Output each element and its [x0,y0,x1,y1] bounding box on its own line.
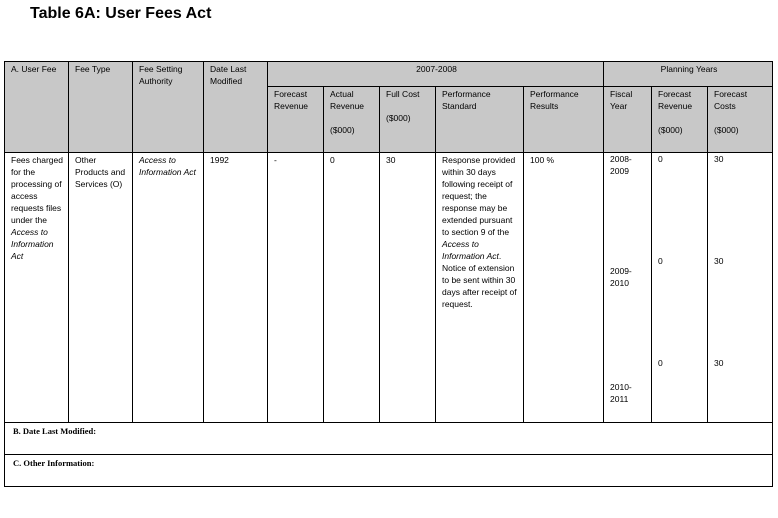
header-row-1 [5,62,773,87]
header-py-forecast-revenue-unit: ($000) [658,125,683,135]
cell-forecast-revenue: - [268,153,324,423]
header-fee-setting-authority: Fee Setting Authority [133,62,204,153]
header-py-forecast-costs-unit: ($000) [714,125,739,135]
fiscal-year-1: 2008-2009 [610,154,632,176]
cell-performance-standard [436,153,524,423]
fiscal-year-2: 2009-2010 [610,266,632,288]
py-forecast-costs-1: 30 [714,154,724,164]
header-group-planning-years: Planning Years [604,62,773,87]
fiscal-year-3: 2010-2011 [610,382,632,404]
header-fee-type: Fee Type [69,62,133,153]
cell-py-forecast-revenue [652,153,708,423]
header-actual-revenue-label: Actual Revenue [330,89,365,111]
py-forecast-revenue-3: 0 [658,358,663,368]
header-py-forecast-revenue [652,87,708,153]
header-user-fee: A. User Fee [5,62,69,153]
header-actual-revenue-unit: ($000) [330,125,355,135]
header-py-forecast-revenue-label: Forecast Revenue [658,89,693,111]
cell-fiscal-years [604,153,652,423]
page-title: Table 6A: User Fees Act [30,5,212,22]
section-b-row [5,423,773,455]
cell-date-modified: 1992 [204,153,268,423]
perf-standard-text-1: Response provided within 30 days following receipt of request; the response may be extended pursuant to section 9 of the [442,155,516,237]
cell-authority: Access to Information Act [133,153,204,423]
perf-standard-text-2: . Notice of extension to be sent within 30 days after receipt of request. [442,251,517,309]
section-date-last-modified: B. Date Last Modified: [5,423,773,455]
section-other-information: C. Other Information: [5,455,773,487]
header-forecast-revenue: Forecast Revenue [268,87,324,153]
user-fee-text: Fees charged for the processing of access requests files under the [11,155,63,225]
py-forecast-costs-3: 30 [714,358,724,368]
user-fee-act: Access to Information Act [11,227,54,261]
py-forecast-costs-2: 30 [714,256,724,266]
py-forecast-revenue-2: 0 [658,256,663,266]
header-date-last-modified: Date Last Modified [204,62,268,153]
user-fees-table [4,61,773,487]
py-forecast-revenue-1: 0 [658,154,663,164]
cell-performance-results: 100 % [524,153,604,423]
cell-full-cost: 30 [380,153,436,423]
header-group-2007-2008: 2007-2008 [268,62,604,87]
cell-fee-type: Other Products and Services (O) [69,153,133,423]
header-performance-standard: Performance Standard [436,87,524,153]
cell-py-forecast-costs [708,153,773,423]
header-py-forecast-costs-label: Forecast Costs [714,89,748,111]
header-full-cost [380,87,436,153]
cell-actual-revenue: 0 [324,153,380,423]
perf-standard-act: Access to Information Act [442,239,499,261]
header-performance-results: Performance Results [524,87,604,153]
cell-user-fee [5,153,69,423]
table-row [5,153,773,423]
header-py-forecast-costs [708,87,773,153]
header-full-cost-unit: ($000) [386,113,411,123]
header-actual-revenue [324,87,380,153]
section-c-row [5,455,773,487]
header-fiscal-year: Fiscal Year [604,87,652,153]
header-full-cost-label: Full Cost [386,89,420,99]
